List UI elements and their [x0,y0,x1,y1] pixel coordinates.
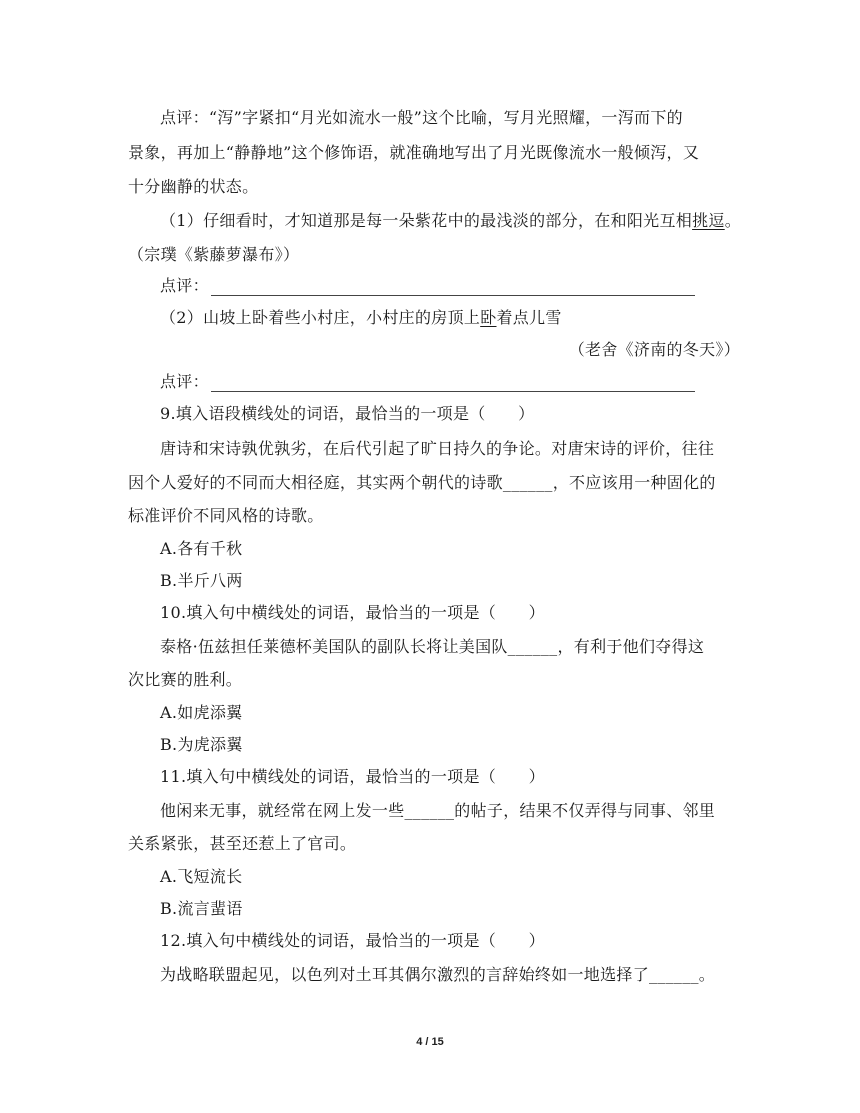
question-9-passage-line-3: 标准评价不同风格的诗歌。 [128,506,324,525]
question-9-title: 9.填入语段横线处的词语，最恰当的一项是（ ） [160,404,535,423]
comment-answer-line-1 [160,276,740,296]
question-11-passage-line-1: 他闲来无事，就经常在网上发一些______的帖子，结果不仅弄得与同事、邻里 [160,801,716,820]
comment-answer-line-2 [160,372,740,392]
question-10-title: 10.填入句中横线处的词语，最恰当的一项是（ ） [160,603,545,622]
comment-example-line-3: 十分幽静的状态。 [128,177,259,196]
question-11-passage-line-2: 关系紧张，甚至还惹上了官司。 [128,834,357,853]
question-10-passage-line-2: 次比赛的胜利。 [128,670,243,689]
question-10-passage-line-1: 泰格·伍兹担任莱德杯美国队的副队长将让美国队______，有利于他们夺得这 [160,637,705,656]
question-11-title: 11.填入句中横线处的词语，最恰当的一项是（ ） [160,767,545,786]
answer-blank-line[interactable] [211,377,695,392]
comment-example-line-1: 点评：“泻”字紧扣“月光如流水一般”这个比喻，写月光照耀，一泻而下的 [160,108,683,127]
item-2-text-end: 着点儿雪 [496,308,562,327]
question-10-option-b[interactable]: B.为虎添翼 [160,735,243,754]
question-9-option-a[interactable]: A.各有千秋 [160,539,243,558]
page-number: 4 / 15 [416,1036,444,1048]
item-1-text: （1）仔细看时，才知道那是每一朵紫花中的最浅淡的部分，在和阳光互相 [160,211,693,230]
question-9-passage-line-2: 因个人爱好的不同而大相径庭，其实两个朝代的诗歌______，不应该用一种固化的 [128,473,716,492]
item-2-source: （老舍《济南的冬天》） [568,340,740,359]
item-1-punct: 。 [724,211,742,230]
comment-label: 点评： [160,372,209,391]
item-2-text: （2）山坡上卧着些小村庄，小村庄的房顶上 [160,308,481,327]
question-10-option-a[interactable]: A.如虎添翼 [160,703,243,722]
question-11-option-b[interactable]: B.流言蜚语 [160,899,243,918]
item-2-sentence [160,308,740,328]
item-1-underlined-word: 挑逗 [692,211,725,230]
comment-example-line-2: 景象，再加上“静静地”这个修饰语，就准确地写出了月光既像流水一般倾泻，又 [128,143,700,162]
item-1-sentence [160,211,740,231]
item-1-source: （宗璞《紫藤萝瀑布》） [128,245,300,264]
question-12-title: 12.填入句中横线处的词语，最恰当的一项是（ ） [160,931,545,950]
item-2-underlined-word: 卧 [480,308,497,327]
answer-blank-line[interactable] [211,281,695,296]
question-9-option-b[interactable]: B.半斤八两 [160,571,243,590]
question-9-passage-line-1: 唐诗和宋诗孰优孰劣，在后代引起了旷日持久的争论。对唐宋诗的评价，往往 [160,439,715,458]
question-11-option-a[interactable]: A.飞短流长 [160,867,243,886]
question-12-passage-line-1: 为战略联盟起见，以色列对土耳其偶尔激烈的言辞始终如一地选择了______。 [160,965,716,984]
comment-label: 点评： [160,276,209,295]
